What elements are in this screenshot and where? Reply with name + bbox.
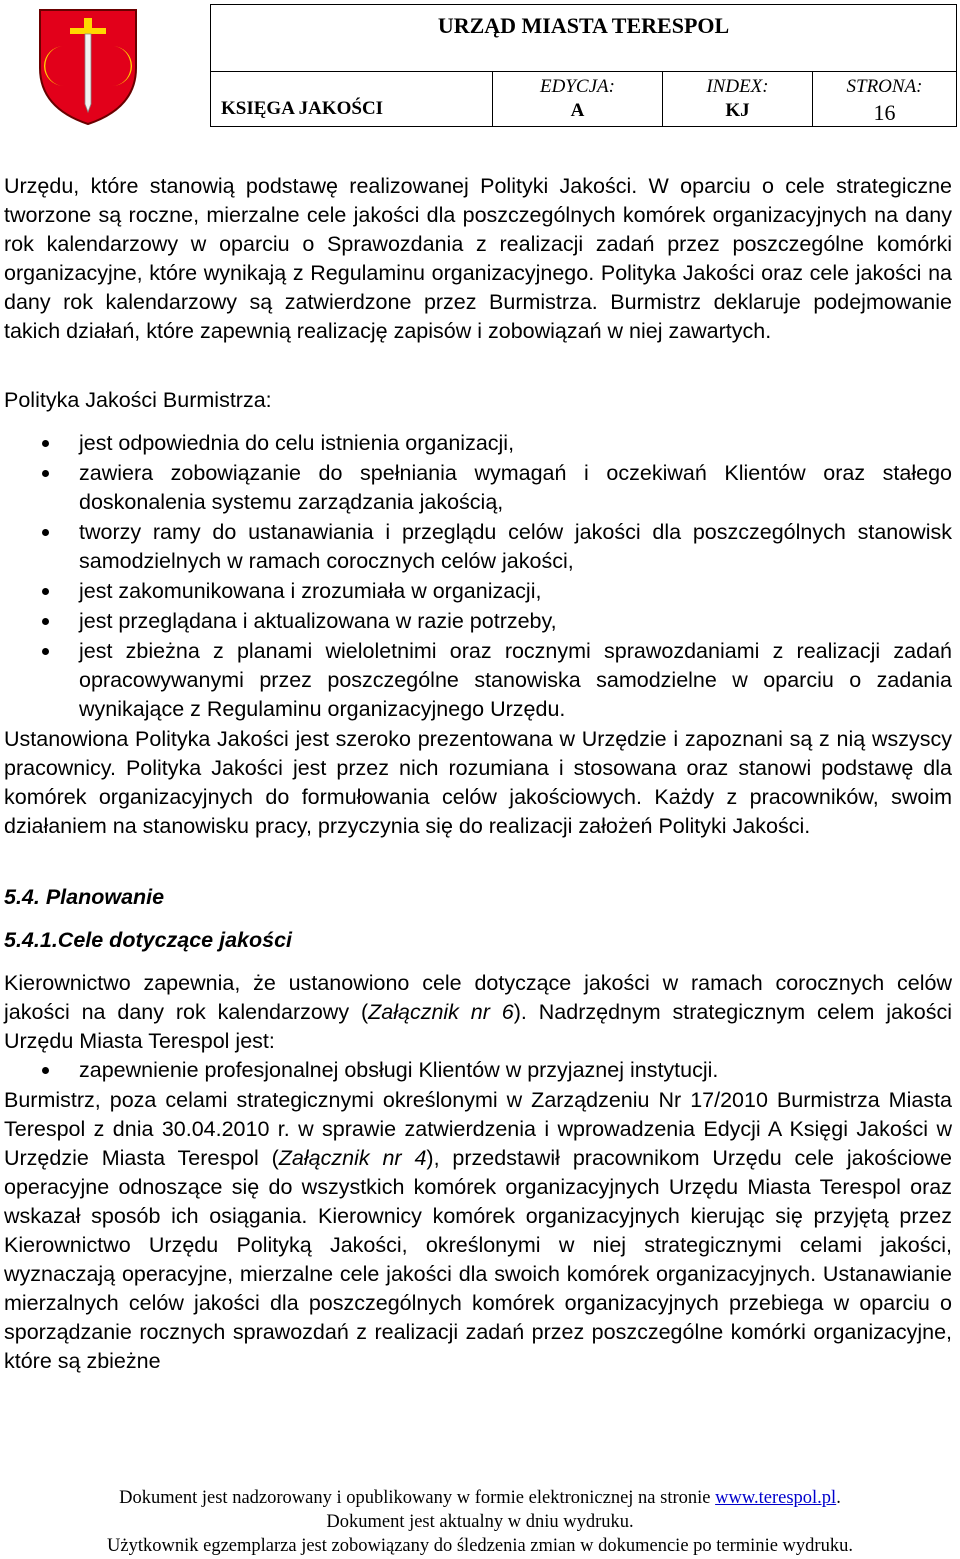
document-header bbox=[210, 4, 957, 127]
paragraph: Polityka Jakości Burmistrza: bbox=[4, 388, 272, 412]
edition-cell bbox=[493, 72, 663, 127]
footer-line: Użytkownik egzemplarza jest zobowiązany do śledzenia zmian w dokumencie po terminie wydruku. bbox=[107, 1536, 853, 1556]
document-footer bbox=[0, 1486, 960, 1558]
footer-line: Dokument jest aktualny w dniu wydruku. bbox=[326, 1512, 634, 1532]
paragraph: Urzędu, które stanowią podstawę realizowanej Polityki Jakości. W oparciu o cele strategiczne tworzone są roczne, mierzalne cele jakości dla poszczególnych komórek organizacyjnych na dany rok kalendarzowy w oparciu o Sprawozdania z realizacji zadań przez poszczególne komórki organizacyjne, które wynikają z Regulaminu organizacyjnego. Polityka Jakości oraz cele jakości na dany rok kalendarzowy są zatwierdzone przez Burmistrza. Burmistrz deklaruje podejmowanie takich działań, które zapewnią realizację zapisów i zobowiązań w niej zawartych. bbox=[4, 174, 952, 343]
section-heading: 5.4. Planowanie bbox=[4, 885, 165, 909]
policy-list bbox=[4, 429, 952, 724]
edition-value: A bbox=[570, 100, 585, 121]
office-title: URZĄD MIASTA TERESPOL bbox=[211, 5, 957, 72]
index-label: INDEX: bbox=[706, 76, 769, 97]
page-label: STRONA: bbox=[846, 76, 923, 97]
index-value: KJ bbox=[725, 100, 750, 121]
attachment-reference: Załącznik nr 4 bbox=[278, 1146, 427, 1170]
page-cell bbox=[813, 72, 957, 127]
paragraph: Burmistrz, poza celami strategicznymi określonymi w Zarządzeniu Nr 17/2010 Burmistrza Miasta Terespol z dnia 30.04.2010 r. w sprawie zatwierdzenia i wprowadzenia Edycji A Księgi Jakości w Urzędzie Miasta Terespol (Załącznik nr 4), przedstawił pracownikom Urzędu cele jakościowe operacyjne odnoszące się do wszystkich komórek organizacyjnych Urzędu Miasta Terespol oraz wskazał sposób ich osiągania. Kierownicy komórek organizacyjnych kierując się przyjętą przez Kierownictwo Urzędu Polityką Jakości, określonymi w niej strategicznymi celami jakości, wyznaczają operacyjne, mierzalne cele jakości dla swoich komórek organizacyjnych. Ustanawianie mierzalnych celów jakości dla poszczególnych komórek organizacyjnych przebiega w oparciu o sporządzanie rocznych sprawozdań z realizacji zadań przez poszczególne komórki organizacyjne, które są zbieżne bbox=[4, 1088, 952, 1373]
footer-line: Dokument jest nadzorowany i opublikowany w formie elektronicznej na stronie www.terespol.pl. bbox=[119, 1488, 841, 1508]
list-item: jest przeglądana i aktualizowana w razie potrzeby, bbox=[4, 607, 952, 636]
list-item: jest zakomunikowana i zrozumiała w organizacji, bbox=[4, 577, 952, 606]
paragraph: Ustanowiona Polityka Jakości jest szeroko prezentowana w Urzędzie i zapoznani są z nią wszyscy pracownicy. Polityka Jakości jest przez nich rozumiana i stosowana oraz stanowi podstawę dla komórek organizacyjnych do formułowania celów jakościowych. Każdy z pracowników, swoim działaniem na stanowisku pracy, przyczynia się do realizacji założeń Polityki Jakości. bbox=[4, 727, 952, 838]
document-body bbox=[4, 172, 952, 1376]
list-item: zapewnienie profesjonalnej obsługi Klientów w przyjaznej instytucji. bbox=[4, 1056, 952, 1085]
list-item: jest odpowiednia do celu istnienia organizacji, bbox=[4, 429, 952, 458]
edition-label: EDYCJA: bbox=[540, 76, 615, 97]
paragraph: Kierownictwo zapewnia, że ustanowiono cele dotyczące jakości w ramach corocznych celów jakości na dany rok kalendarzowy (Załącznik nr 6). Nadrzędnym strategicznym celem jakości Urzędu Miasta Terespol jest: bbox=[4, 971, 952, 1053]
attachment-reference: Załącznik nr 6 bbox=[368, 1000, 514, 1024]
subsection-heading: 5.4.1.Cele dotyczące jakości bbox=[4, 928, 293, 952]
list-item: zawiera zobowiązanie do spełniania wymagań i oczekiwań Klientów oraz stałego doskonalenia systemu zarządzania jakością, bbox=[4, 459, 952, 517]
coat-of-arms-icon bbox=[36, 4, 140, 126]
goal-list bbox=[4, 1056, 952, 1085]
page-number: 16 bbox=[873, 100, 896, 125]
list-item: tworzy ramy do ustanawiania i przeglądu celów jakości dla poszczególnych stanowisk samodzielnych w ramach corocznych celów jakości, bbox=[4, 518, 952, 576]
index-cell bbox=[663, 72, 813, 127]
list-item: jest zbieżna z planami wieloletnimi oraz rocznymi sprawozdaniami z realizacji zadań opracowywanymi przez poszczególne stanowiska samodzielne w oparciu o zadania wynikające z Regulaminu organizacyjnego Urzędu. bbox=[4, 637, 952, 724]
book-title: KSIĘGA JAKOŚCI bbox=[211, 72, 493, 127]
website-link[interactable]: www.terespol.pl bbox=[715, 1488, 837, 1508]
